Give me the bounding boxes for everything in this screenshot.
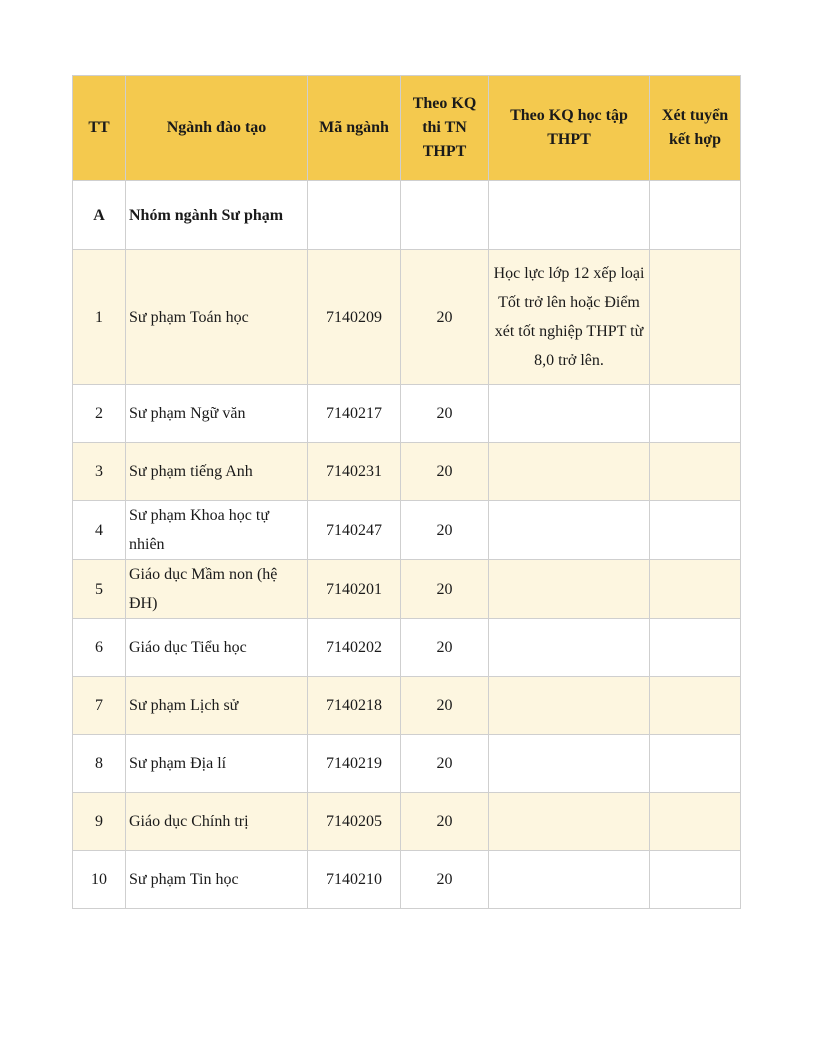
header-exam-score: Theo KQ thi TN THPT bbox=[401, 76, 489, 181]
row-study-result bbox=[489, 560, 650, 619]
row-combined bbox=[650, 677, 741, 735]
row-major-name: Giáo dục Tiểu học bbox=[126, 619, 308, 677]
row-code: 7140209 bbox=[308, 250, 401, 385]
row-code: 7140247 bbox=[308, 501, 401, 560]
row-score: 20 bbox=[401, 735, 489, 793]
table-row bbox=[73, 560, 741, 619]
row-major-name: Sư phạm Ngữ văn bbox=[126, 385, 308, 443]
table-row bbox=[73, 501, 741, 560]
group-empty-cell bbox=[401, 181, 489, 250]
row-tt: 6 bbox=[73, 619, 126, 677]
row-score: 20 bbox=[401, 501, 489, 560]
row-major-name: Giáo dục Chính trị bbox=[126, 793, 308, 851]
row-combined bbox=[650, 501, 741, 560]
row-major-name: Sư phạm Địa lí bbox=[126, 735, 308, 793]
row-major-name: Giáo dục Mầm non (hệ ĐH) bbox=[126, 560, 308, 619]
row-code: 7140210 bbox=[308, 851, 401, 909]
group-tt: A bbox=[73, 181, 126, 250]
table-row bbox=[73, 851, 741, 909]
row-score: 20 bbox=[401, 793, 489, 851]
row-study-result bbox=[489, 619, 650, 677]
header-row bbox=[73, 76, 741, 181]
row-study-result bbox=[489, 677, 650, 735]
admission-table bbox=[72, 75, 741, 909]
header-major: Ngành đào tạo bbox=[126, 76, 308, 181]
row-study-result bbox=[489, 443, 650, 501]
row-combined bbox=[650, 250, 741, 385]
table-row bbox=[73, 793, 741, 851]
row-score: 20 bbox=[401, 677, 489, 735]
group-empty-cell bbox=[489, 181, 650, 250]
header-tt: TT bbox=[73, 76, 126, 181]
row-study-result bbox=[489, 385, 650, 443]
row-score: 20 bbox=[401, 443, 489, 501]
row-tt: 7 bbox=[73, 677, 126, 735]
table-row bbox=[73, 250, 741, 385]
row-combined bbox=[650, 443, 741, 501]
table-row bbox=[73, 385, 741, 443]
row-combined bbox=[650, 385, 741, 443]
row-tt: 8 bbox=[73, 735, 126, 793]
row-code: 7140217 bbox=[308, 385, 401, 443]
group-empty-cell bbox=[308, 181, 401, 250]
group-row bbox=[73, 181, 741, 250]
row-score: 20 bbox=[401, 250, 489, 385]
row-tt: 3 bbox=[73, 443, 126, 501]
header-combined: Xét tuyển kết hợp bbox=[650, 76, 741, 181]
row-score: 20 bbox=[401, 560, 489, 619]
row-study-result bbox=[489, 793, 650, 851]
row-code: 7140202 bbox=[308, 619, 401, 677]
row-major-name: Sư phạm Lịch sử bbox=[126, 677, 308, 735]
row-tt: 1 bbox=[73, 250, 126, 385]
group-empty-cell bbox=[650, 181, 741, 250]
row-code: 7140205 bbox=[308, 793, 401, 851]
table-row bbox=[73, 735, 741, 793]
row-major-name: Sư phạm Khoa học tự nhiên bbox=[126, 501, 308, 560]
table-row bbox=[73, 619, 741, 677]
row-study-result bbox=[489, 501, 650, 560]
row-code: 7140218 bbox=[308, 677, 401, 735]
row-code: 7140219 bbox=[308, 735, 401, 793]
table-row bbox=[73, 443, 741, 501]
group-name: Nhóm ngành Sư phạm bbox=[126, 181, 308, 250]
row-study-result bbox=[489, 735, 650, 793]
row-combined bbox=[650, 793, 741, 851]
row-combined bbox=[650, 560, 741, 619]
row-major-name: Sư phạm Toán học bbox=[126, 250, 308, 385]
header-study-result: Theo KQ học tập THPT bbox=[489, 76, 650, 181]
row-score: 20 bbox=[401, 851, 489, 909]
row-tt: 5 bbox=[73, 560, 126, 619]
row-major-name: Sư phạm tiếng Anh bbox=[126, 443, 308, 501]
row-score: 20 bbox=[401, 619, 489, 677]
row-code: 7140231 bbox=[308, 443, 401, 501]
row-combined bbox=[650, 851, 741, 909]
header-code: Mã ngành bbox=[308, 76, 401, 181]
row-combined bbox=[650, 735, 741, 793]
row-score: 20 bbox=[401, 385, 489, 443]
row-study-result bbox=[489, 851, 650, 909]
table-row bbox=[73, 677, 741, 735]
row-major-name: Sư phạm Tin học bbox=[126, 851, 308, 909]
row-tt: 2 bbox=[73, 385, 126, 443]
row-tt: 9 bbox=[73, 793, 126, 851]
row-tt: 10 bbox=[73, 851, 126, 909]
row-study-result: Học lực lớp 12 xếp loại Tốt trở lên hoặc Điểm xét tốt nghiệp THPT từ 8,0 trở lên. bbox=[489, 250, 650, 385]
row-code: 7140201 bbox=[308, 560, 401, 619]
row-tt: 4 bbox=[73, 501, 126, 560]
row-combined bbox=[650, 619, 741, 677]
